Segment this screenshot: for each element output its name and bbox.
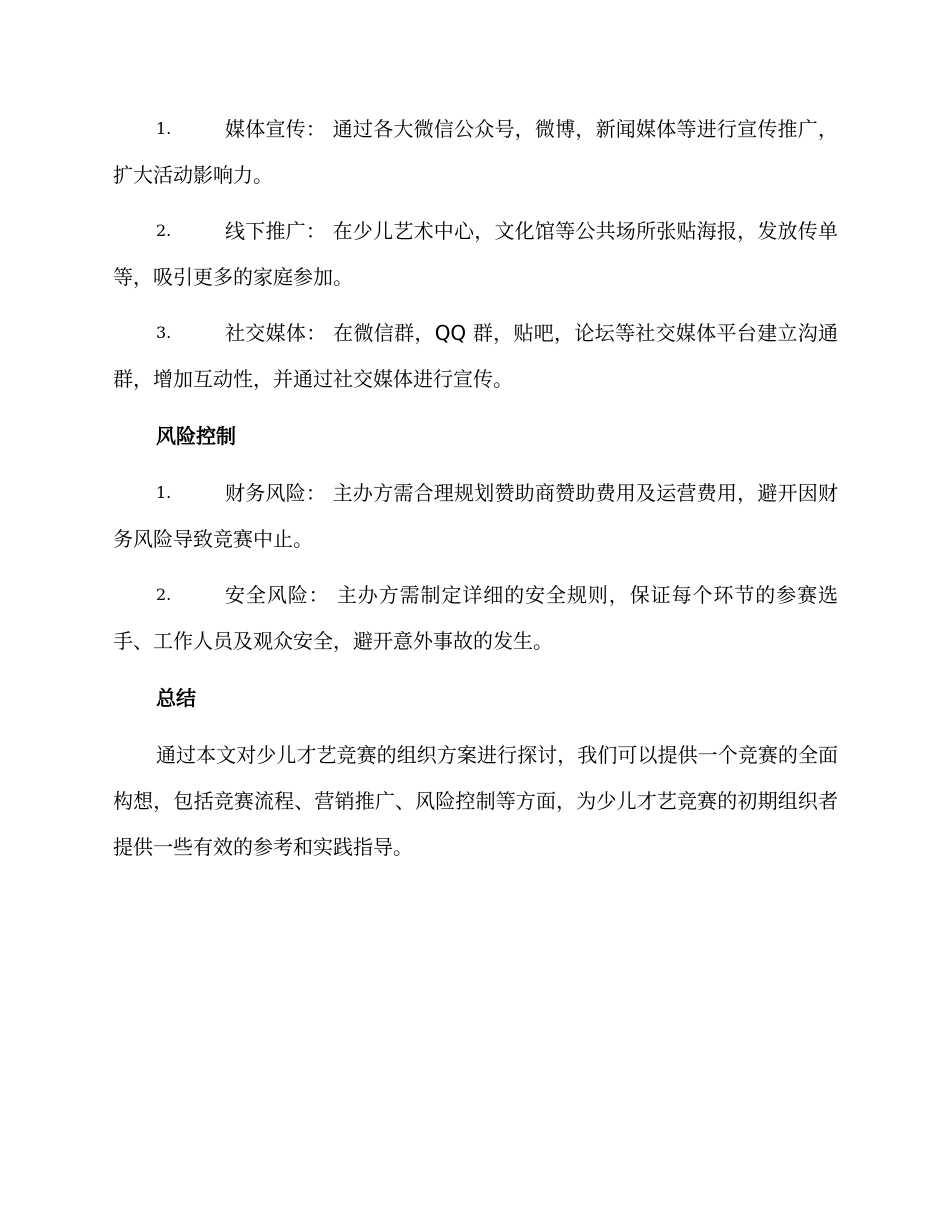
list-text: 社交媒体： 在微信群，QQ 群，贴吧，论坛等社交媒体平台建立沟通群，增加互动性，并通过社交媒体进行宣传。 [113,321,838,391]
list-text: 媒体宣传： 通过各大微信公众号，微博，新闻媒体等进行宣传推广，扩大活动影响力。 [113,117,838,187]
section-heading-risk: 风险控制 [156,424,236,448]
summary-text: 通过本文对少儿才艺竞赛的组织方案进行探讨，我们可以提供一个竞赛的全面构想，包括竞赛流程、营销推广、风险控制等方面，为少儿才艺竞赛的初期组织者提供一些有效的参考和实践指导。 [113,743,838,859]
list-text: 财务风险： 主办方需合理规划赞助商赞助费用及运营费用，避开因财务风险导致竞赛中止。 [113,481,838,551]
list-item [113,470,838,562]
list-item [113,572,838,664]
list-item [113,106,838,198]
list-number: 1. [156,119,172,138]
list-number: 2. [156,221,172,240]
list-item [113,208,838,300]
list-text: 线下推广： 在少儿艺术中心，文化馆等公共场所张贴海报，发放传单等，吸引更多的家庭参加。 [113,219,838,289]
list-item [113,310,838,402]
list-number: 1. [156,483,172,502]
list-number: 2. [156,585,172,604]
section-heading-summary: 总结 [156,686,196,710]
list-text: 安全风险： 主办方需制定详细的安全规则，保证每个环节的参赛选手、工作人员及观众安全，避开意外事故的发生。 [113,583,838,653]
summary-paragraph [113,732,838,870]
list-number: 3. [156,323,172,342]
